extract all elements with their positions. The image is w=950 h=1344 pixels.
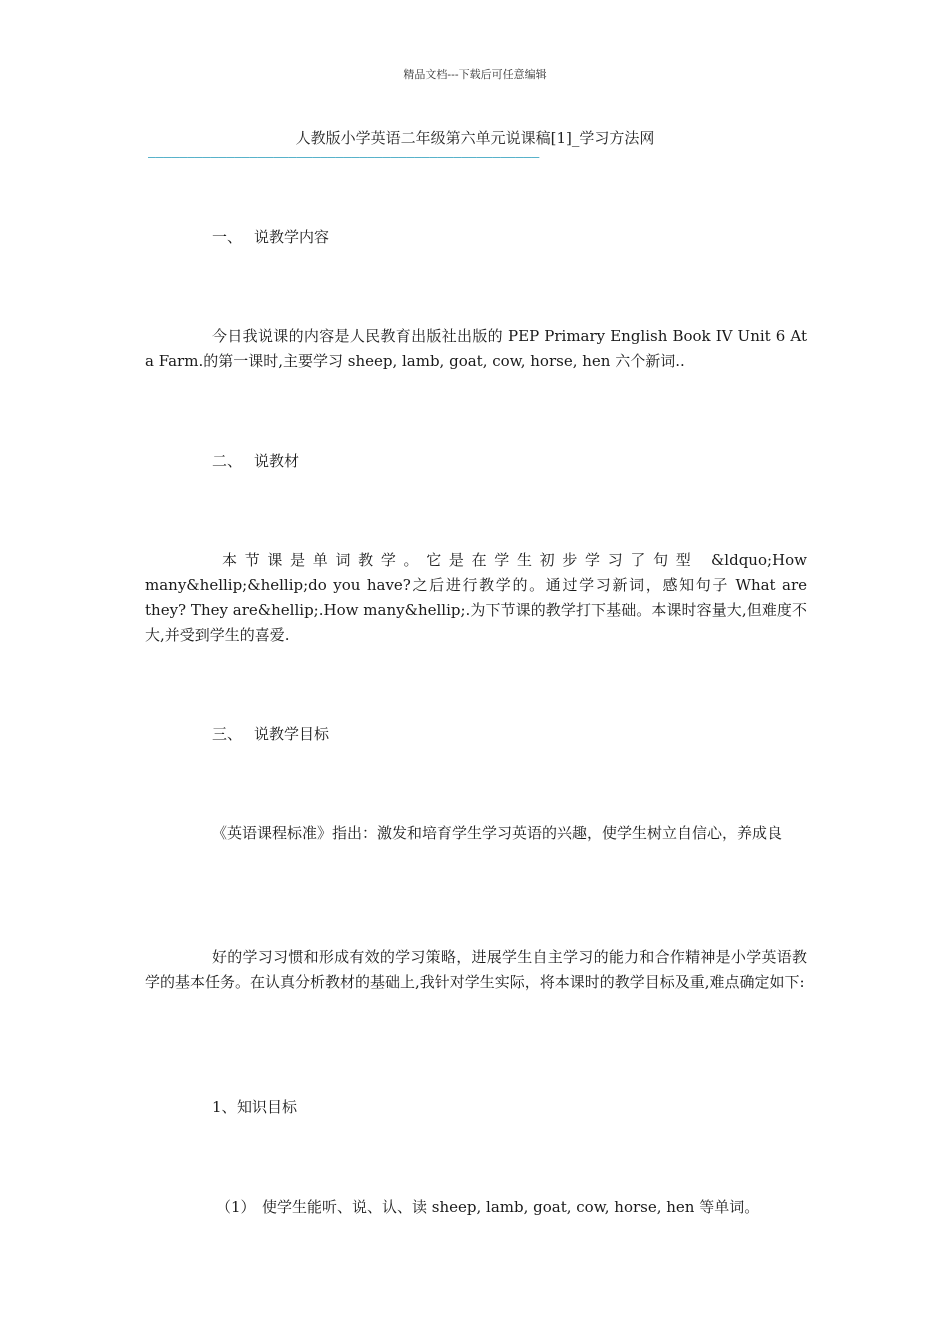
list-item-knowledge-goal-1 <box>216 1195 759 1220</box>
paragraph-content-intro: 今日我说课的内容是人民教育出版社出版的 PEP Primary English Book IV Unit 6 At a Farm.的第一课时,主要学习 sheep, lamb, goat, cow, horse, hen 六个新词.. <box>145 327 807 370</box>
subsection-heading-knowledge-goals <box>212 1095 297 1120</box>
section-heading-textbook <box>212 449 299 474</box>
header-note: 精品文档---下载后可任意编辑 <box>403 68 547 81</box>
paragraph-goals-detail: 好的学习习惯和形成有效的学习策略，进展学生自主学习的能力和合作精神是小学英语教学的基本任务。在认真分析教材的基础上,我针对学生实际，将本课时的教学目标及重,难点确定如下: <box>145 948 807 991</box>
section-label: 说教学目标 <box>254 725 330 743</box>
paragraph-curriculum-standard: 《英语课程标准》指出：激发和培育学生学习英语的兴趣，使学生树立自信心，养成良 <box>212 824 783 842</box>
section-number: 三、 <box>212 725 243 743</box>
subsection-label: 知识目标 <box>237 1098 298 1116</box>
subsection-number: 1、 <box>212 1098 237 1116</box>
section-number: 二、 <box>212 452 243 470</box>
title-divider: —————————————————————————————————————————————————— <box>148 150 540 164</box>
list-item-text: 使学生能听、说、认、读 sheep, lamb, goat, cow, horse, hen 等单词。 <box>262 1198 760 1216</box>
section-number: 一、 <box>212 228 243 246</box>
section-label: 说教学内容 <box>254 228 330 246</box>
document-title: 人教版小学英语二年级第六单元说课稿[1]_学习方法网 <box>295 129 655 147</box>
section-label: 说教材 <box>254 452 300 470</box>
list-item-number: （1） <box>216 1198 256 1216</box>
section-heading-teaching-goals <box>212 722 329 747</box>
section-heading-teaching-content <box>212 225 329 250</box>
paragraph-textbook-analysis: 本节课是单词教学。它是在学生初步学习了句型 &ldquo;How many&hellip;&hellip;do you have?之后进行教学的。通过学习新词，感知句子 What are they? They are&hellip;.How many&hellip;.为下节课的教学打下基础。本课时容量大,但难度不大,并受到学生的喜爱. <box>145 551 807 644</box>
